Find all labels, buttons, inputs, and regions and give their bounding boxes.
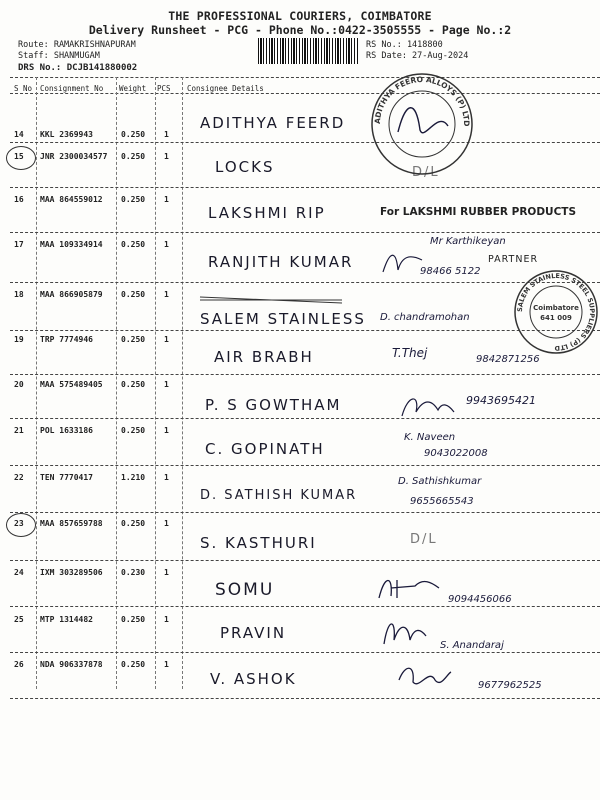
row-weight: 0.250: [121, 660, 146, 669]
table-top-rule: [10, 77, 600, 78]
seal-text: ADITHYA FEERO ALLOYS (P) LTD: [372, 74, 472, 127]
row-sno: 17: [14, 240, 24, 249]
row-sno: 16: [14, 195, 24, 204]
col-header-weight: Weight: [119, 84, 147, 93]
row-sno: 25: [14, 615, 24, 624]
row-consignment: POL 1633186: [40, 426, 93, 435]
company-title: THE PROFESSIONAL COURIERS, COIMBATORE: [168, 9, 432, 23]
row-sno: 26: [14, 660, 24, 669]
row-pcs: 1: [164, 660, 169, 669]
receiver-name: D. Sathishkumar: [398, 476, 482, 487]
barcode-image: [258, 38, 358, 64]
row-sno: 22: [14, 473, 24, 482]
row-divider: [10, 232, 600, 233]
row-consignment: IXM 303289506: [40, 568, 103, 577]
row-pcs: 1: [164, 195, 169, 204]
row-consignee: LAKSHMI RIP: [208, 204, 326, 222]
row-consignee: AIR BRABH: [214, 348, 314, 366]
row-pcs: 1: [164, 380, 169, 389]
col-divider: [155, 77, 156, 689]
receiver-phone: 9677962525: [478, 680, 542, 691]
row-weight: 0.250: [121, 335, 146, 344]
row-weight: 0.250: [121, 195, 146, 204]
row-divider: [10, 187, 600, 188]
row-consignee: LOCKS: [215, 158, 275, 176]
row-consignment: MTP 1314482: [40, 615, 93, 624]
row-divider: [10, 374, 600, 375]
row-pcs: 1: [164, 290, 169, 299]
row-pcs: 1: [164, 473, 169, 482]
col-header-consignment: Consignment No: [40, 84, 104, 93]
row-pcs: 1: [164, 240, 169, 249]
row-consignee: V. ASHOK: [210, 670, 297, 688]
row-pcs: 1: [164, 130, 169, 139]
col-header-sno: S No: [14, 84, 33, 93]
row-sno: 20: [14, 380, 24, 389]
row-consignee: ADITHYA FEERD: [200, 114, 346, 132]
row-consignee: P. S GOWTHAM: [205, 396, 342, 414]
row-consignment: JNR 2300034577: [40, 152, 108, 161]
receiver-phone: 9655665543: [410, 496, 474, 507]
row-consignee: C. GOPINATH: [205, 440, 325, 458]
row-consignment: NDA 906337878: [40, 660, 103, 669]
row-weight: 0.230: [121, 568, 146, 577]
company-stamp: For LAKSHMI RUBBER PRODUCTS: [380, 206, 577, 218]
row-sno: 24: [14, 568, 24, 577]
supplier-seal: [512, 268, 600, 356]
row-consignment: KKL 2369943: [40, 130, 93, 139]
row-pcs: 1: [164, 426, 169, 435]
drs-number: DRS No.: DCJB141880002: [18, 63, 138, 73]
rs-number: RS No.: 1418800: [366, 40, 443, 50]
delivery-status-mark: D/L: [412, 165, 440, 180]
seal-text: SALEM STAINLESS STEEL SUPPLIERS (P) LTD: [515, 271, 597, 353]
row-consignee: SOMU: [215, 580, 275, 600]
row-consignment: MAA 864559012: [40, 195, 103, 204]
row-sno: 15: [14, 152, 24, 161]
row-consignment: MAA 109334914: [40, 240, 103, 249]
receiver-name: S. Anandaraj: [440, 640, 504, 651]
row-consignee: PRAVIN: [220, 624, 287, 642]
route-label: Route: RAMAKRISHNAPURAM: [18, 40, 136, 50]
row-sno: 23: [14, 519, 24, 528]
receiver-name: K. Naveen: [404, 432, 456, 443]
signature-mark: [380, 614, 430, 648]
row-divider: [10, 418, 600, 419]
col-header-pcs: PCS: [157, 84, 171, 93]
table-header-rule: [10, 93, 600, 94]
row-consignee: D. SATHISH KUMAR: [200, 488, 358, 503]
row-divider: [10, 698, 600, 699]
row-weight: 0.250: [121, 130, 146, 139]
receiver-name: D. chandramohan: [380, 312, 470, 323]
receiver-phone: 9943695421: [466, 394, 536, 407]
row-divider: [10, 142, 600, 143]
row-consignment: TRP 7774946: [40, 335, 93, 344]
row-weight: 0.250: [121, 152, 146, 161]
row-divider: [10, 606, 600, 607]
row-pcs: 1: [164, 615, 169, 624]
signature-mark: [398, 392, 458, 420]
delivery-status-mark: D/L: [410, 532, 438, 547]
col-divider: [182, 77, 183, 689]
row-weight: 0.250: [121, 290, 146, 299]
signature-mark: [375, 572, 445, 602]
receiver-name: Mr Karthikeyan: [430, 236, 506, 247]
signature-mark: [378, 246, 428, 276]
row-pcs: 1: [164, 152, 169, 161]
row-sno: 21: [14, 426, 24, 435]
row-sno: 14: [14, 130, 24, 139]
row-consignee: S. KASTHURI: [200, 534, 317, 552]
row-divider: [10, 465, 600, 466]
col-header-consignee: Consignee Details: [187, 84, 264, 93]
partner-stamp: PARTNER: [488, 254, 539, 265]
row-consignment: MAA 575489405: [40, 380, 103, 389]
svg-text:SALEM STAINLESS STEEL SUPPLIER: [516, 272, 596, 352]
runsheet-subtitle: Delivery Runsheet - PCG - Phone No.:0422-3505555 - Page No.:2: [88, 23, 512, 37]
row-consignment: MAA 857659788: [40, 519, 103, 528]
row-sno: 19: [14, 335, 24, 344]
strikethrough-mark: [196, 292, 346, 308]
row-pcs: 1: [164, 519, 169, 528]
row-weight: 1.210: [121, 473, 146, 482]
row-weight: 0.250: [121, 426, 146, 435]
receiver-phone: 9094456066: [448, 594, 512, 605]
row-pcs: 1: [164, 568, 169, 577]
company-seal: [368, 70, 476, 178]
staff-label: Staff: SHANMUGAM: [18, 51, 100, 61]
row-sno: 18: [14, 290, 24, 299]
rs-date: RS Date: 27-Aug-2024: [366, 51, 469, 61]
row-weight: 0.250: [121, 519, 146, 528]
receiver-phone: 9043022008: [424, 448, 488, 459]
row-consignee: RANJITH KUMAR: [208, 253, 354, 271]
signature-mark: [395, 660, 455, 694]
row-weight: 0.250: [121, 380, 146, 389]
row-weight: 0.250: [121, 240, 146, 249]
row-divider: [10, 560, 600, 561]
row-consignment: TEN 7770417: [40, 473, 93, 482]
row-consignment: MAA 866905879: [40, 290, 103, 299]
svg-text:ADITHYA FEERO ALLOYS (P) LTD: [373, 75, 471, 127]
col-divider: [116, 77, 117, 689]
seal-pin: 641 009: [540, 314, 572, 322]
receiver-phone: 98466 5122: [420, 266, 481, 277]
receiver-phone: 9842871256: [476, 354, 540, 365]
row-weight: 0.250: [121, 615, 146, 624]
receiver-name: T.Thej: [392, 346, 428, 360]
col-divider: [36, 77, 37, 689]
row-divider: [10, 652, 600, 653]
row-divider: [10, 512, 600, 513]
seal-city: Coimbatore: [533, 304, 579, 312]
row-consignee: SALEM STAINLESS: [200, 310, 366, 328]
row-pcs: 1: [164, 335, 169, 344]
